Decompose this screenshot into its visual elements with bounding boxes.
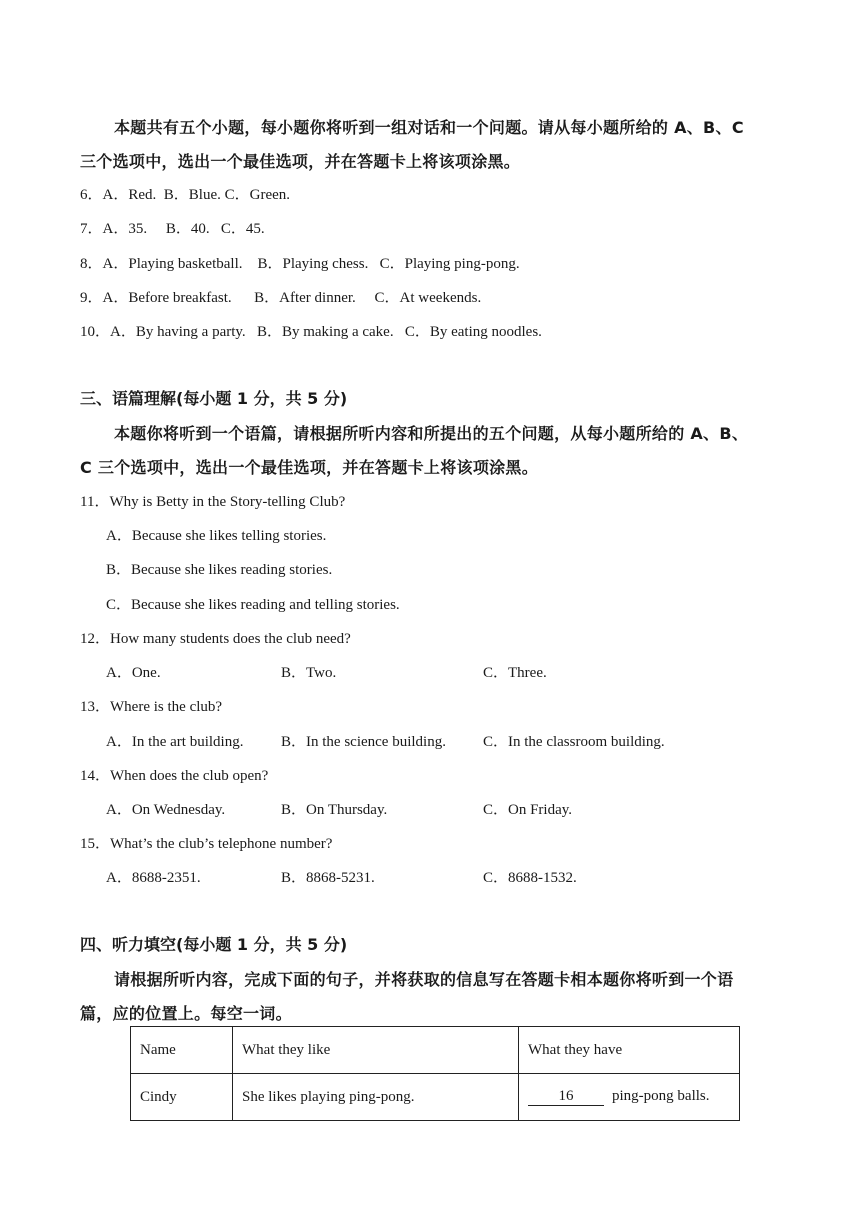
have-suffix: ping-pong balls. (612, 1088, 710, 1104)
option-c: C．45. (220, 221, 265, 237)
option-a: A．Because she likes telling stories. (106, 528, 327, 544)
question-number: 6． (80, 187, 103, 203)
option-b: B．Two. (281, 665, 337, 681)
question-text: Where is the club? (110, 699, 223, 715)
option-c: C．Because she likes reading and telling stories. (106, 597, 400, 613)
question-7 (80, 217, 265, 238)
option-b: B．By making a cake. (256, 324, 394, 340)
section4-intro-line1: 请根据所听内容，完成下面的句子，并将获取的信息写在答题卡相本题你将听到一个语 (114, 970, 734, 989)
option-b: B．Blue. (163, 187, 221, 203)
question-13 (80, 695, 222, 716)
question-number: 14． (80, 768, 111, 784)
question-number: 12． (80, 631, 111, 647)
question-number: 9． (80, 290, 103, 306)
section4-heading: 四、听力填空(每小题 1 分，共 5 分) (80, 935, 348, 954)
option-a: A．8688-2351. (106, 870, 201, 886)
question-text: Why is Betty in the Story-telling Club? (109, 494, 346, 510)
option-c: C．By eating noodles. (404, 324, 542, 340)
cell-have (519, 1074, 740, 1121)
option-b: B．Because she likes reading stories. (106, 562, 333, 578)
header-have: What they have (519, 1027, 740, 1074)
question-10 (80, 320, 542, 341)
answer-table (130, 1026, 740, 1121)
option-c: C．At weekends. (374, 290, 482, 306)
option-b: B．On Thursday. (281, 802, 388, 818)
question-number: 13． (80, 699, 111, 715)
option-a: A．Playing basketball. (102, 256, 243, 272)
question-12 (80, 627, 351, 648)
section2-intro-line2: 三个选项中，选出一个最佳选项，并在答题卡上将该项涂黑。 (80, 152, 521, 171)
section3-intro-line1: 本题你将听到一个语篇，请根据所听内容和所提出的五个问题，从每小题所给的 A、B、 (114, 424, 749, 443)
cell-name: Cindy (131, 1074, 233, 1121)
blank-16[interactable]: 16 (528, 1088, 604, 1106)
option-c: C．In the classroom building. (483, 734, 665, 750)
header-like: What they like (233, 1027, 519, 1074)
question-number: 8． (80, 256, 103, 272)
option-c: C．Three. (483, 665, 547, 681)
option-c: C．Playing ping-pong. (379, 256, 520, 272)
option-c: C．On Friday. (483, 802, 573, 818)
option-b: B．8868-5231. (281, 870, 375, 886)
option-a: A．One. (106, 665, 161, 681)
option-a: A．In the art building. (106, 734, 244, 750)
question-11 (80, 490, 345, 511)
option-c: C．Green. (224, 187, 291, 203)
question-text: What’s the club’s telephone number? (110, 836, 333, 852)
question-9 (80, 286, 481, 307)
option-b: B．Playing chess. (257, 256, 369, 272)
option-b: B．In the science building. (281, 734, 446, 750)
question-number: 10． (80, 324, 111, 340)
section4-intro-line2: 篇，应的位置上。每空一词。 (80, 1004, 292, 1023)
option-b: B．40. (165, 221, 210, 237)
option-c: C．8688-1532. (483, 870, 577, 886)
option-a: A．On Wednesday. (106, 802, 226, 818)
option-b: B．After dinner. (254, 290, 356, 306)
option-a: A．Red. (102, 187, 157, 203)
header-name: Name (131, 1027, 233, 1074)
option-a: A．Before breakfast. (102, 290, 232, 306)
question-6 (80, 183, 290, 204)
question-number: 7． (80, 221, 103, 237)
section2-intro-line1: 本题共有五个小题，每小题你将听到一组对话和一个问题。请从每小题所给的 A、B、C (114, 118, 744, 137)
question-number: 11． (80, 494, 110, 510)
question-text: How many students does the club need? (110, 631, 351, 647)
section3-heading: 三、语篇理解(每小题 1 分，共 5 分) (80, 389, 348, 408)
table-header-row (131, 1027, 740, 1074)
question-text: When does the club open? (110, 768, 269, 784)
question-15 (80, 832, 332, 853)
option-a: A．35. (102, 221, 148, 237)
question-8 (80, 252, 520, 273)
section3-intro-line2: C 三个选项中，选出一个最佳选项，并在答题卡上将该项涂黑。 (80, 458, 539, 477)
table-row (131, 1074, 740, 1121)
option-a: A．By having a party. (110, 324, 246, 340)
question-number: 15． (80, 836, 111, 852)
question-14 (80, 764, 268, 785)
cell-like: She likes playing ping-pong. (233, 1074, 519, 1121)
